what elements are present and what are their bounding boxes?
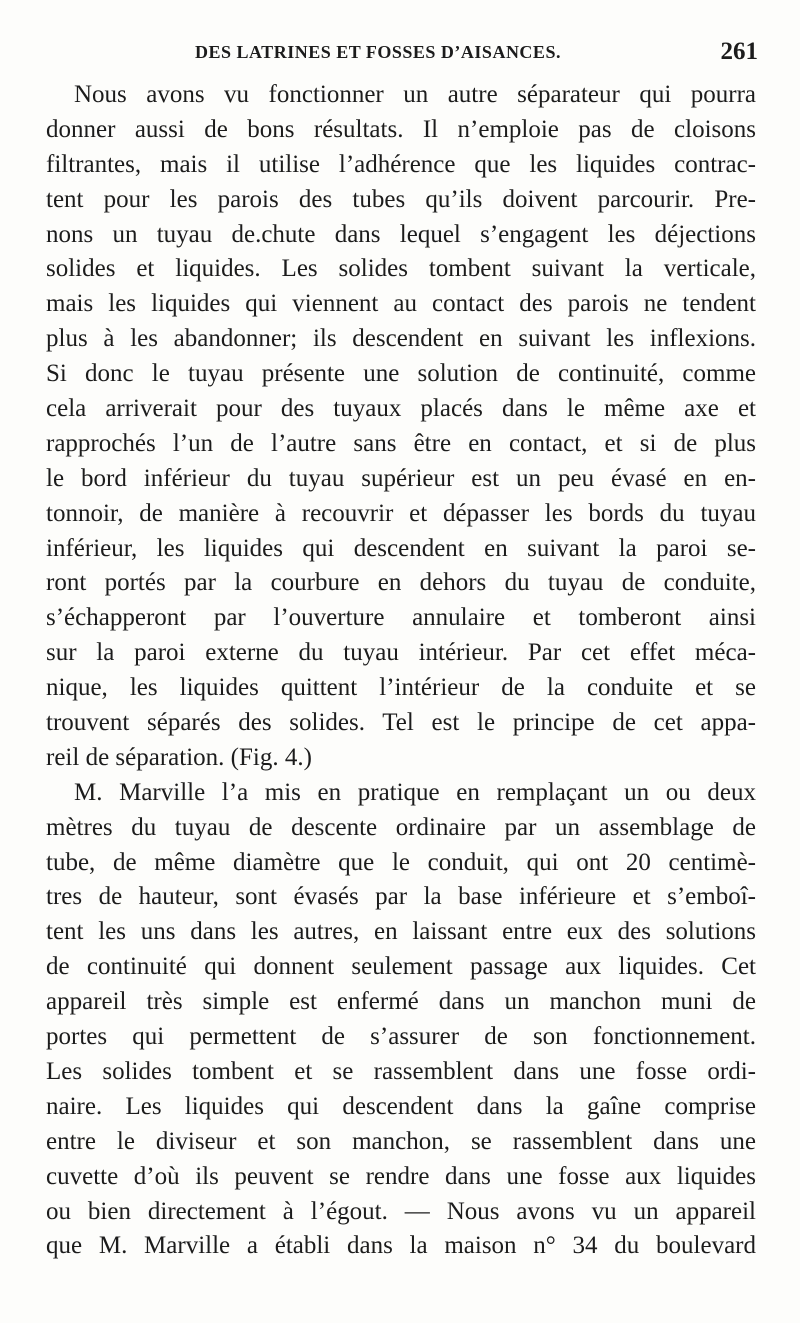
text-line: entre le diviseur et son manchon, se rassemblent dans une — [46, 1127, 756, 1155]
text-line: rapprochés l’un de l’autre sans être en contact, et si de plus — [46, 429, 756, 457]
text-line: solides et liquides. Les solides tombent suivant la verticale, — [46, 255, 756, 283]
paragraph-1 — [46, 78, 756, 776]
text-line: ou bien directement à l’égout. — Nous avons vu un appareil — [46, 1197, 756, 1225]
text-line: mais les liquides qui viennent au contact des parois ne tendent — [46, 290, 756, 318]
text-line: tonnoir, de manière à recouvrir et dépasser les bords du tuyau — [46, 499, 756, 527]
text-line: nons un tuyau de.chute dans lequel s’engagent les déjections — [46, 220, 756, 248]
text-line: naire. Les liquides qui descendent dans la gaîne comprise — [46, 1092, 756, 1120]
text-line: Nous avons vu fonctionner un autre séparateur qui pourra — [74, 81, 756, 108]
text-line: Si donc le tuyau présente une solution de continuité, comme — [46, 360, 756, 388]
text-line: sur la paroi externe du tuyau intérieur. Par cet effet méca- — [46, 639, 756, 667]
text-line: Les solides tombent et se rassemblent dans une fosse ordi- — [46, 1057, 756, 1085]
running-header — [195, 38, 760, 68]
text-line: filtrantes, mais il utilise l’adhérence que les liquides contrac- — [46, 150, 756, 178]
text-line: tres de hauteur, sont évasés par la base inférieure et s’emboî- — [46, 883, 756, 911]
text-line: tent pour les parois des tubes qu’ils doivent parcourir. Pre- — [46, 185, 756, 213]
paragraph-2 — [46, 776, 756, 1264]
body-text — [46, 78, 756, 1264]
text-line: appareil très simple est enfermé dans un manchon muni de — [46, 988, 756, 1016]
text-line: tent les uns dans les autres, en laissant entre eux des solutions — [46, 918, 756, 946]
text-line: trouvent séparés des solides. Tel est le principe de cet appa- — [46, 709, 756, 737]
text-line: le bord inférieur du tuyau supérieur est un peu évasé en en- — [46, 464, 756, 492]
text-line: de continuité qui donnent seulement passage aux liquides. Cet — [46, 953, 756, 981]
text-line: reil de séparation. (Fig. 4.) — [46, 743, 312, 771]
text-line: donner aussi de bons résultats. Il n’emploie pas de cloisons — [46, 115, 756, 143]
text-line: M. Marville l’a mis en pratique en remplaçant un ou deux — [74, 778, 756, 806]
text-line: plus à les abandonner; ils descendent en suivant les inflexions. — [46, 325, 756, 353]
text-line: s’échapperont par l’ouverture annulaire et tomberont ainsi — [46, 604, 756, 632]
text-line: tube, de même diamètre que le conduit, qui ont 20 centimè- — [46, 848, 756, 876]
text-line: cuvette d’où ils peuvent se rendre dans une fosse aux liquides — [46, 1162, 756, 1190]
text-line: nique, les liquides quittent l’intérieur de la conduite et se — [46, 674, 756, 702]
text-line: cela arriverait pour des tuyaux placés dans le même axe et — [46, 395, 756, 423]
page-number: 261 — [720, 38, 758, 65]
text-line: inférieur, les liquides qui descendent en suivant la paroi se- — [46, 534, 756, 562]
text-line: ront portés par la courbure en dehors du tuyau de conduite, — [46, 569, 756, 597]
text-line: mètres du tuyau de descente ordinaire par un assemblage de — [46, 813, 756, 841]
text-line: que M. Marville a établi dans la maison n° 34 du boulevard — [46, 1232, 756, 1260]
text-line: portes qui permettent de s’assurer de son fonctionnement. — [46, 1023, 756, 1051]
running-title: DES LATRINES ET FOSSES D’AISANCES. — [195, 42, 561, 62]
